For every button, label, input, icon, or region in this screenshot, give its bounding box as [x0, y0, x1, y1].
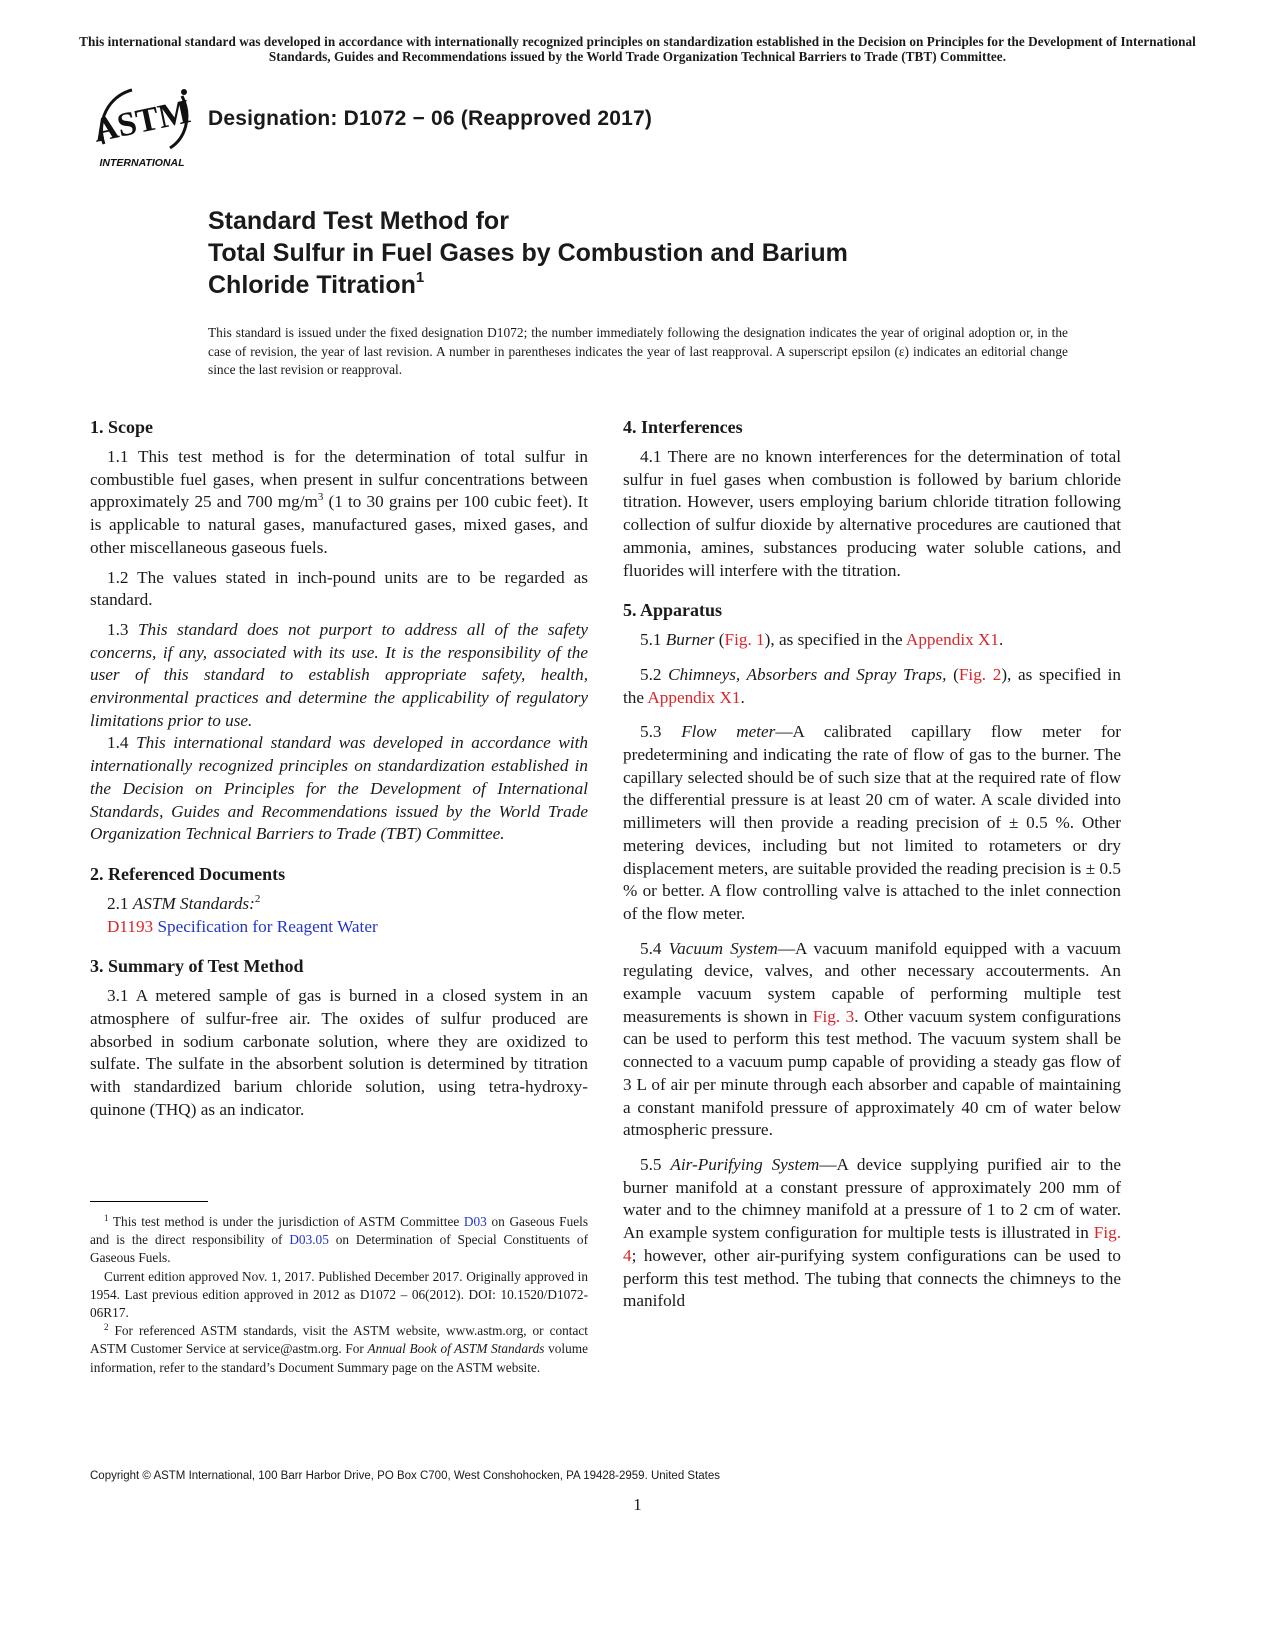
para-5-5-text: —A device supplying purified air to the burner manifold at a constant pressure of approximately 200 mm of water and to the chimney manifold at a pressure of 1 to 2 cm of water. An example system configuration for multiple tests is illustrated in — [623, 1154, 1122, 1243]
footnote-2-book-title: Annual Book of ASTM Standards — [367, 1341, 545, 1357]
footnotes — [90, 1213, 588, 1377]
section-3-heading: 3. Summary of Test Method — [90, 956, 304, 977]
para-5-2-text: ( — [946, 664, 959, 684]
section-5-heading: 5. Apparatus — [623, 600, 723, 621]
para-5-1-text-end: . — [999, 630, 1004, 650]
footnote-1-text-cont: on Gaseous Fuels and is the direct responsibility of — [90, 1214, 588, 1248]
para-5-4 — [623, 938, 1121, 1142]
footnote-1 — [90, 1213, 588, 1268]
issuance-note: This standard is issued under the fixed designation D1072; the number immediately following the designation indicates the year of original adoption or, in the case of revision, the year of last revision. A number in parentheses indicates the year of last reapproval. A superscript epsilon (ε) indicates an editorial change since the last revision or reapproval. — [208, 325, 1068, 377]
section-2-heading: 2. Referenced Documents — [90, 863, 286, 884]
fig-1-link[interactable]: Fig. 1 — [724, 630, 765, 650]
fig-2-link[interactable]: Fig. 2 — [958, 664, 1002, 684]
para-1-1 — [90, 446, 588, 560]
page-number: 1 — [633, 1495, 642, 1514]
para-5-4-text-cont: . Other vacuum system configurations can be used to perform this test method. The vacuum system shall be connected to a vacuum pump capable of providing a steady gas flow of 3 L of air per minute through each absorber and capable of maintaining a constant manifold pressure of approximately 40 cm of water below atmospheric pressure. — [623, 1006, 1121, 1140]
footnote-2-marker: 2 — [104, 1322, 109, 1333]
para-5-5-number: 5.5 — [640, 1154, 671, 1174]
para-1-1-text-cont: (1 to 30 grains per 100 cubic feet). It is applicable to natural gases, manufactured gases, mixed gases, and other miscellaneous gaseous fuels. — [90, 492, 588, 557]
committee-d03-link[interactable]: D03 — [463, 1214, 487, 1229]
para-5-4-term: Vacuum System — [668, 938, 778, 958]
para-4-1: 4.1 There are no known interferences for the determination of total sulfur in fuel gases when combustion is followed by barium chloride titration. However, users employing barium chloride titration following collection of sulfur dioxide by alternative procedures are cautioned that ammonia, amines, substances producing water soluble cations, and fluorides will interfere with the titration. — [623, 447, 1121, 580]
footnote-1-text-end: on Determination of Special Constituents of Gaseous Fuels. — [90, 1232, 589, 1266]
right-column — [623, 415, 1121, 1313]
section-1-heading: 1. Scope — [90, 417, 153, 437]
para-5-1 — [623, 629, 1121, 652]
title-line-3 — [208, 269, 1108, 301]
para-5-3-text: —A calibrated capillary flow meter for predetermining and indicating the rate of flow of gas to the burner. The capillary selected should be of such size that at the required rate of flow the differential pressure is at least 20 cm of water. A scale divided into millimeters will then provide a reading precision of ± 0.5 %. Other metering devices, including but not limited to rotameters or dry displacement meters, are suitable provided the reading precision is ± 0.5 % or better. A flow controlling valve is attached to the inlet connection of the flow meter. — [623, 722, 1122, 923]
appendix-x1-link-2[interactable]: Appendix X1 — [647, 687, 741, 707]
para-5-2-text-cont: ), as specified in the — [623, 664, 1121, 707]
para-2-1 — [90, 893, 588, 916]
para-5-4-text: —A vacuum manifold equipped with a vacuum regulating device, valves, and other necessary accouterments. An example vacuum system capable of performing multiple test measurements is shown in — [623, 938, 1121, 1026]
footnote-2 — [90, 1322, 588, 1377]
svg-text:ASTM: ASTM — [90, 93, 194, 150]
para-5-3-number: 5.3 — [640, 722, 682, 742]
reference-d1193 — [90, 916, 588, 939]
para-1-2: 1.2 The values stated in inch-pound units are to be regarded as standard. — [90, 567, 588, 610]
para-5-5-term: Air-Purifying System — [670, 1154, 820, 1174]
para-5-1-text: ( — [714, 630, 725, 650]
title-line-2: Total Sulfur in Fuel Gases by Combustion and Barium — [208, 239, 848, 267]
reference-code-link[interactable]: D1193 — [107, 916, 154, 936]
left-column — [90, 415, 588, 1122]
para-5-2-text-end: . — [740, 687, 745, 707]
para-1-3-text: This standard does not purport to address all of the safety concerns, if any, associated with its use. It is the responsibility of the user of this standard to establish appropriate safety, health, environmental practices and determine the applicability of regulatory limitations prior to use. — [90, 619, 589, 730]
para-5-2-number: 5.2 — [640, 664, 669, 684]
astm-logo — [90, 82, 196, 170]
para-1-4-number: 1.4 — [107, 733, 137, 753]
subcommittee-d03-05-link[interactable]: D03.05 — [289, 1232, 329, 1248]
title-footnote-ref[interactable]: 1 — [415, 269, 425, 286]
para-5-1-number: 5.1 — [640, 630, 666, 650]
top-notice: This international standard was developed in accordance with internationally recognized principles on standardization established in the Decision on Principles for the Development of International Standards, Guides and Recommendations issued by the World Trade Organization Technical Barriers to Trade (TBT) Committee. — [79, 34, 1196, 64]
para-5-2 — [623, 664, 1121, 709]
superscript-3: 3 — [317, 491, 324, 504]
para-1-4-text: This international standard was developed in accordance with internationally recognized principles on standardization established in the Decision on Principles for the Development of International Standards, Guides and Recommendations issued by the World Trade Organization Technical Barriers to Trade (TBT) Committee. — [90, 733, 588, 844]
para-5-5-text-cont: ; however, other air-purifying system configurations can be used to perform this test method. The tubing that connects the chimneys to the manifold — [623, 1245, 1121, 1311]
para-1-3-number: 1.3 — [107, 619, 138, 639]
para-1-3 — [90, 619, 588, 733]
astm-logo-mark — [90, 82, 196, 170]
footnote-2-text: For referenced ASTM standards, visit the ASTM website, www.astm.org, or contact ASTM Customer Service at service@astm.org. For — [90, 1323, 588, 1357]
section-4-heading: 4. Interferences — [623, 417, 743, 437]
para-1-1-text: 1.1 This test method is for the determination of total sulfur in combustible fuel gases, when present in sulfur concentrations between approximately 25 and 700 mg/m — [90, 447, 588, 512]
footnote-1-marker: 1 — [104, 1213, 109, 1223]
designation: Designation: D1072 − 06 (Reapproved 2017) — [208, 107, 653, 130]
footnote-2-text-end: volume information, refer to the standard’s Document Summary page on the ASTM website. — [90, 1341, 588, 1375]
para-3-1: 3.1 A metered sample of gas is burned in a closed system in an atmosphere of sulfur-free air. The oxides of sulfur produced are absorbed in sodium carbonate solution, where they are oxidized to sulfate. The sulfate in the absorbent solution is determined by titration with standardized barium chloride solution, using tetra-hydroxy-quinone (THQ) as an indicator. — [90, 986, 588, 1119]
footnote-1-text: This test method is under the jurisdiction of ASTM Committee — [108, 1214, 464, 1229]
para-5-3 — [623, 721, 1121, 925]
copyright-notice: Copyright © ASTM International, 100 Barr Harbor Drive, PO Box C700, West Conshohocken, PA 19428-2959. United States — [90, 1470, 721, 1482]
para-5-1-term: Burner — [665, 630, 715, 650]
para-5-2-term: Chimneys, Absorbers and Spray Traps, — [668, 664, 947, 684]
title-line-3-text: Chloride Titration — [208, 271, 416, 299]
footnote-divider — [90, 1201, 208, 1202]
para-5-5 — [623, 1154, 1121, 1313]
para-1-4 — [90, 732, 588, 846]
fig-3-link[interactable]: Fig. 3 — [812, 1006, 855, 1026]
title-line-1: Standard Test Method for — [208, 207, 509, 235]
reference-title-link[interactable]: Specification for Reagent Water — [153, 916, 378, 936]
document-title — [208, 205, 1108, 301]
appendix-x1-link[interactable]: Appendix X1 — [905, 630, 1000, 650]
para-2-1-number: 2.1 — [107, 893, 133, 913]
logo-wordmark: INTERNATIONAL — [99, 157, 185, 169]
fig-4-link[interactable]: Fig. 4 — [623, 1223, 1121, 1265]
para-5-3-term: Flow meter — [681, 722, 776, 742]
footnote-2-ref[interactable]: 2 — [254, 892, 261, 905]
para-5-4-number: 5.4 — [640, 938, 669, 958]
footnote-1-edition: Current edition approved Nov. 1, 2017. Published December 2017. Originally approved in 1954. Last previous edition approved in 2012 as D1072 – 06(2012). DOI: 10.1520/D1072-06R17. — [90, 1268, 588, 1321]
para-2-1-text: ASTM Standards: — [132, 893, 255, 913]
para-5-1-text-cont: ), as specified in the — [764, 630, 906, 650]
